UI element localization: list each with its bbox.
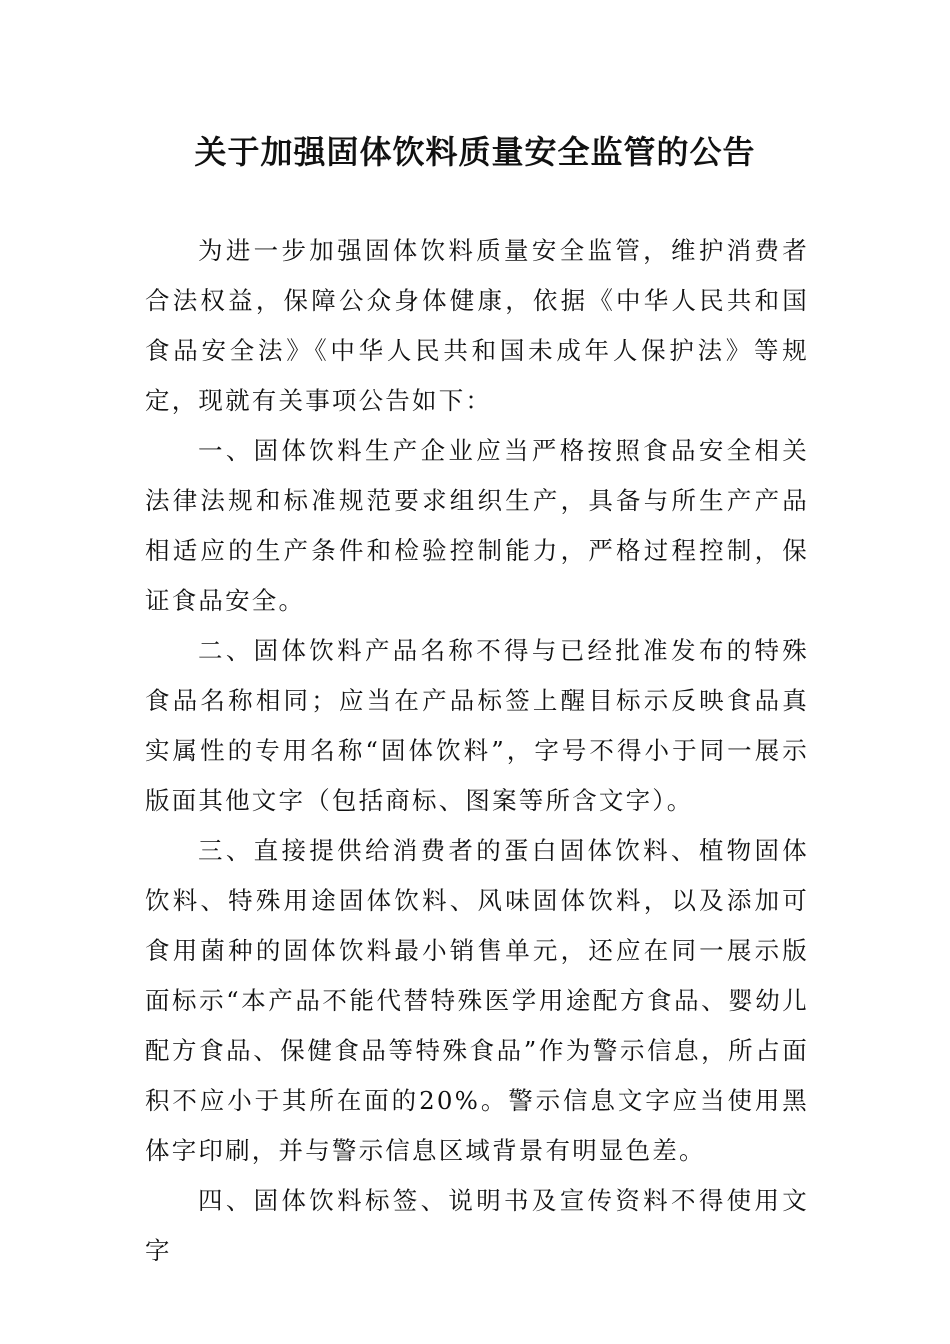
paragraph-item-3: 三、直接提供给消费者的蛋白固体饮料、植物固体饮料、特殊用途固体饮料、风味固体饮料，以及添加可食用菌种的固体饮料最小销售单元，还应在同一展示版面标示“本产品不能代替特殊医学用途配方食品、婴幼儿配方食品、保健食品等特殊食品”作为警示信息，所占面积不应小于其所在面的20%。警示信息文字应当使用黑体字印刷，并与警示信息区域背景有明显色差。: [145, 836, 809, 1165]
paragraph-item-4: 四、固体饮料标签、说明书及宣传资料不得使用文字: [145, 1186, 809, 1265]
paragraph-item-1: 一、固体饮料生产企业应当严格按照食品安全相关法律法规和标准规范要求组织生产，具备与所生产产品相适应的生产条件和检验控制能力，严格过程控制，保证食品安全。: [145, 436, 809, 615]
document-title: 关于加强固体饮料质量安全监管的公告: [194, 133, 756, 171]
paragraph-intro: 为进一步加强固体饮料质量安全监管，维护消费者合法权益，保障公众身体健康，依据《中华人民共和国食品安全法》《中华人民共和国未成年人保护法》等规定，现就有关事项公告如下：: [145, 236, 809, 415]
paragraph-item-2: 二、固体饮料产品名称不得与已经批准发布的特殊食品名称相同；应当在产品标签上醒目标示反映食品真实属性的专用名称“固体饮料”，字号不得小于同一展示版面其他文字（包括商标、图案等所含文字）。: [145, 636, 809, 815]
document-body: [145, 226, 809, 1276]
